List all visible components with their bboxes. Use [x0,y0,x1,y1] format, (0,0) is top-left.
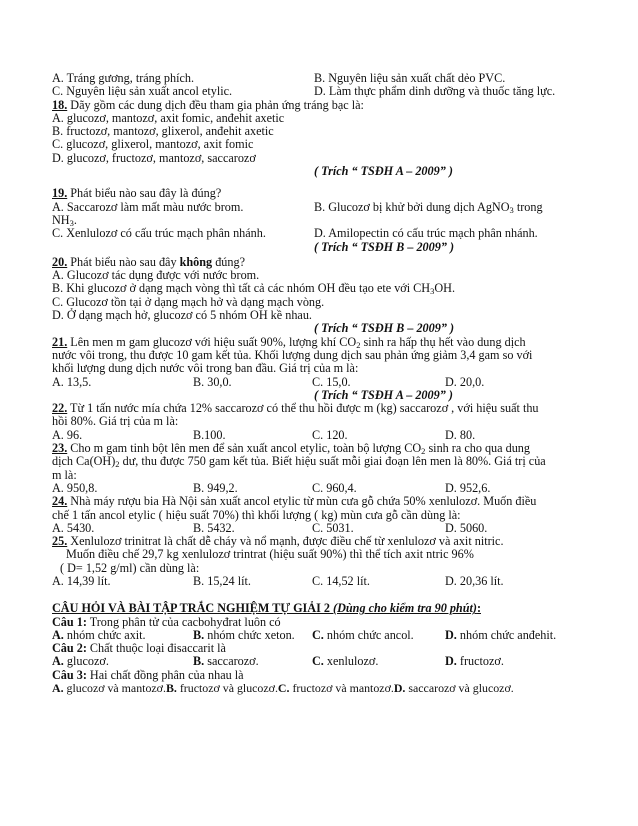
q20-cite-row [52,322,592,335]
q18-option-b: B. fructozơ, mantozơ, glixerol, anđehit axetic [52,124,274,139]
c1-options [52,629,592,642]
q20-option-d: D. Ở dạng mạch hở, glucozơ có 5 nhóm OH kề nhau. [52,308,312,323]
q19-text: Phát biểu nào sau đây là đúng? [67,186,222,201]
q25-stem-2: Muốn điều chế 29,7 kg xenlulozơ trintrat (hiệu suất 90%) thì thể tích axit ntric 96% [66,547,474,562]
q19-row-cd [52,227,592,240]
c2-stem: Câu 2: Chất thuộc loại đisaccarit là [52,641,226,656]
q19-row-ab [52,201,592,214]
c3-stem: Câu 3: Hai chất đồng phân của nhau là [52,667,244,682]
q23-option-c: C. 960,4. [312,480,357,495]
q19-number: 19. [52,186,68,201]
q23-number: 23. [52,441,68,456]
c3-options [52,682,592,695]
q19-option-b: B. Glucozơ bị khử bởi dung dịch AgNO$_3$ trong [314,199,543,215]
q21-option-c: C. 15,0. [312,374,351,389]
q25-options [52,575,592,588]
q19-cite-row [52,241,592,254]
c2-number: Câu 2: [52,641,87,656]
q25-option-d: D. 20,36 lít. [445,573,504,588]
q21-option-b: B. 30,0. [193,374,232,389]
q22-option-d: D. 80. [445,427,476,442]
c3-option-c: fructozơ và mantozơ. [289,681,394,696]
q25-option-c: C. 14,52 lít. [312,573,370,588]
q23-stem-1: 23. Cho m gam tinh bột lên men để sản xuất ancol etylic, toàn bộ lượng $CO_2$ sinh ra cho qua dung [52,441,530,457]
c3-option-d: saccarozơ và glucozơ. [405,681,514,696]
c3-option-a: glucozơ và mantozơ. [63,681,166,696]
q20-option-b: B. Khi glucozơ ở dạng mạch vòng thì tất cả các nhóm OH đều tạo ete với $CH_3OH$. [52,281,455,297]
c2-option-b: B. saccarozơ. [193,654,259,669]
c3-option-a-label: A. [52,681,64,696]
q25-number: 25. [52,534,68,549]
q21-options [52,376,592,389]
q21-stem-1: 21. Lên men m gam glucozơ với hiệu suất 90%, lượng khí $CO_2$ sinh ra hấp thụ hết vào dung dịch [52,334,526,350]
c2-option-c: C. xenlulozơ. [312,654,379,669]
section-heading: CÂU HỎI VÀ BÀI TẬP TRẮC NGHIỆM TỰ GIẢI 2 (Dùng cho kiểm tra 90 phút): [52,601,481,616]
q24-options [52,522,592,535]
q21-option-a: A. 13,5. [52,374,92,389]
c3-option-d-label: D. [393,681,406,696]
c3-option-b: fructozơ và glucozơ. [176,681,278,696]
q22-option-a: A. 96. [52,427,83,442]
q25-option-b: B. 15,24 lít. [193,573,251,588]
q20-stem: 20. Phát biểu nào sau đây không đúng? [52,254,245,269]
q22-option-c: C. 120. [312,427,348,442]
c1-option-d: D. nhóm chức anđehit. [445,627,557,642]
q18-citation: ( Trích “ TSĐH A – 2009” ) [314,164,453,179]
q19-option-a: A. Saccarozơ làm mất màu nước brom. [52,199,244,214]
c1-option-a: A. nhóm chức axit. [52,627,146,642]
q24-option-a: A. 5430. [52,520,95,535]
q21-option-d: D. 20,0. [445,374,485,389]
q21-cite-row [52,389,592,402]
q22-stem-2: hồi 80%. Giá trị của m là: [52,414,179,429]
q17-row-cd [52,85,592,98]
q23-option-a: A. 950,8. [52,480,98,495]
document-page [52,72,592,695]
q21-stem-3: khối lượng dung dịch nước vôi trong ban đầu. Giá trị của m là: [52,361,359,376]
q23-option-d: D. 952,6. [445,480,491,495]
q22-option-b: B.100. [193,427,226,442]
q21-number: 21. [52,334,68,349]
c3-number: Câu 3: [52,667,87,682]
q18-option-c: C. glucozơ, glixerol, mantozơ, axit fomic [52,137,254,152]
q19-option-c: C. Xenlulozơ có cấu trúc mạch phân nhánh. [52,226,266,241]
q18-text: Dãy gồm các dung dịch đều tham gia phản ứng tráng bạc là: [67,97,364,112]
q19-citation: ( Trích “ TSĐH B – 2009” ) [314,239,455,254]
q25-option-a: A. 14,39 lít. [52,573,111,588]
q18-option-a: A. glucozơ, mantozơ, axit fomic, anđehit axetic [52,110,285,125]
q20-citation: ( Trích “ TSĐH B – 2009” ) [314,321,455,336]
q19-option-b-continued: $NH_3$. [52,212,77,228]
q25-stem-1: 25. Xenlulozơ trinitrat là chất dễ cháy và nổ mạnh, được điều chế từ xenlulozơ và axit nitric. [52,534,504,549]
q24-number: 24. [52,494,68,509]
c2-options [52,655,592,668]
q23-stem-2: dịch $Ca(OH)_2$ dư, thu được 750 gam kết tủa. Biết hiệu suất mỗi giai đoạn lên men là 80%. Giá trị của [52,454,546,470]
q23-options [52,482,592,495]
c2-option-a: A. glucozơ. [52,654,109,669]
c3-option-b-label: B. [165,681,177,696]
q17-option-a: A. Tráng gương, tráng phích. [52,71,195,85]
q20-option-c: C. Glucozơ tồn tại ở dạng mạch hở và dạng mạch vòng. [52,294,325,309]
q18-option-d: D. glucozơ, fructozơ, mantozơ, saccarozơ [52,150,256,165]
q22-stem-1: 22. Từ 1 tấn nước mía chứa 12% saccarozơ có thể thu hồi được m (kg) saccarozơ , với hiệu suất thu [52,401,539,416]
q20-number: 20. [52,254,68,269]
q25-stem-3: ( D= 1,52 g/ml) cần dùng là: [60,560,200,575]
q24-option-b: B. 5432. [193,520,235,535]
q17-option-d: D. Làm thực phẩm dinh dưỡng và thuốc tăng lực. [314,84,556,99]
q17-option-b: B. Nguyên liệu sản xuất chất dẻo PVC. [314,71,506,85]
q24-option-d: D. 5060. [445,520,488,535]
q24-option-c: C. 5031. [312,520,354,535]
q20-emphasis: không [179,254,213,269]
q21-citation: ( Trích “ TSĐH A – 2009” ) [314,387,453,402]
q24-stem-1: 24. Nhà máy rượu bia Hà Nội sản xuất ancol etylic từ mùn cưa gỗ chứa 50% xenlulozơ. Muốn điều [52,494,537,509]
q20-option-a: A. Glucozơ tác dụng được với nước brom. [52,268,260,283]
q22-number: 22. [52,401,68,416]
c1-option-c: C. nhóm chức ancol. [312,627,414,642]
q24-stem-2: chế 1 tấn ancol etylic ( hiệu suất 70%) thì khối lượng ( kg) mùn cưa gỗ cần dùng là: [52,507,461,522]
q23-option-b: B. 949,2. [193,480,238,495]
q23-stem-3: m là: [52,467,77,482]
c3-option-c-label: C. [277,681,290,696]
q19-option-d: D. Amilopectin có cấu trúc mạch phân nhánh. [314,226,538,241]
q22-options [52,429,592,442]
q18-number: 18. [52,97,68,112]
c1-stem: Câu 1: Trong phân tử của cacbohyđrat luôn có [52,614,281,629]
q18-cite-row [52,165,592,178]
c1-option-b: B. nhóm chức xeton. [193,627,295,642]
q17-option-c: C. Nguyên liệu sản xuất ancol etylic. [52,84,233,99]
q19-stem [52,187,592,200]
c1-number: Câu 1: [52,614,87,629]
q17-row-ab [52,72,592,85]
q18-stem [52,99,592,112]
q21-stem-2: nước vôi trong, thu được 10 gam kết tủa. Khối lượng dung dịch sau phản ứng giảm 3,4 gam so với [52,347,533,362]
c2-option-d: D. fructozơ. [445,654,504,669]
